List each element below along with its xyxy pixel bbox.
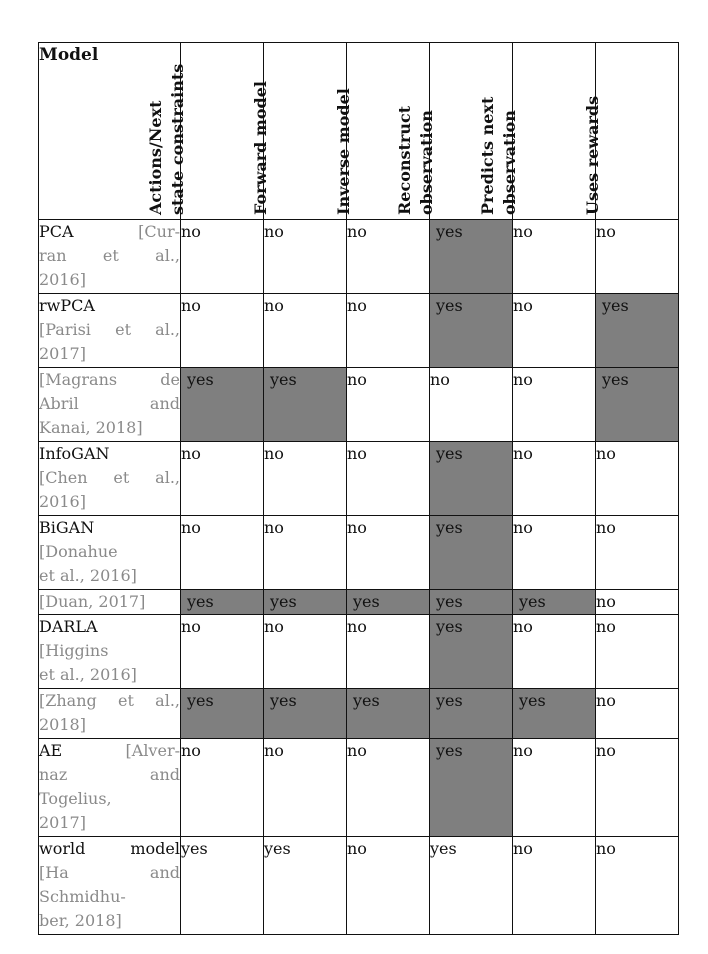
table-body	[39, 220, 679, 935]
value-text: no	[181, 741, 201, 760]
table-row	[39, 442, 679, 516]
value-cell	[596, 837, 679, 935]
value-text: no	[596, 518, 616, 537]
value-text: no	[181, 296, 201, 315]
value-cell	[264, 590, 347, 615]
value-cell	[264, 739, 347, 837]
model-line	[39, 540, 180, 564]
column-header-line: Inverse model	[334, 88, 353, 215]
column-header-line: state constraints	[168, 63, 187, 215]
citation-link[interactable]: 2017]	[39, 813, 86, 832]
value-text: yes	[602, 370, 629, 389]
citation-link[interactable]: [Parisi et al.,	[39, 320, 180, 339]
value-cell	[347, 615, 430, 689]
model-line	[39, 861, 180, 885]
value-cell	[596, 739, 679, 837]
model-line	[39, 837, 180, 861]
model-cell	[39, 368, 181, 442]
value-text: yes	[187, 691, 214, 710]
value-text: no	[596, 592, 616, 611]
value-text: yes	[436, 444, 463, 463]
value-cell	[513, 837, 596, 935]
column-header-line: Predicts next	[478, 96, 497, 215]
value-cell	[347, 739, 430, 837]
value-cell	[430, 689, 513, 739]
value-cell	[596, 220, 679, 294]
column-header	[583, 43, 679, 220]
value-text: no	[347, 741, 367, 760]
value-text: no	[596, 222, 616, 241]
table-row	[39, 220, 679, 294]
value-text: yes	[181, 839, 208, 858]
value-text: no	[513, 518, 533, 537]
value-cell	[430, 220, 513, 294]
model-cell	[39, 739, 181, 837]
column-header-line: observation	[500, 110, 519, 215]
model-line	[39, 244, 180, 268]
value-cell	[181, 615, 264, 689]
column-header-line: Forward model	[251, 81, 270, 215]
column-header-label	[477, 97, 521, 215]
model-line	[39, 318, 180, 342]
value-text: yes	[436, 518, 463, 537]
model-line	[39, 342, 180, 366]
citation-link[interactable]: [Magrans de	[39, 370, 180, 389]
column-header-label	[394, 106, 438, 215]
value-text: no	[347, 222, 367, 241]
value-cell	[596, 294, 679, 368]
value-text: yes	[436, 691, 463, 710]
value-cell	[264, 615, 347, 689]
value-cell	[596, 615, 679, 689]
citation-link[interactable]: [Cur-	[138, 222, 180, 241]
value-text: no	[347, 370, 367, 389]
model-name: DARLA	[39, 617, 98, 636]
value-cell	[513, 442, 596, 516]
value-cell	[513, 590, 596, 615]
model-line	[39, 368, 180, 392]
model-cell	[39, 220, 181, 294]
citation-link[interactable]: [Donahue	[39, 542, 118, 561]
column-header-line: Actions/Next	[146, 100, 165, 215]
model-line	[39, 516, 180, 540]
table-row	[39, 689, 679, 739]
citation-link[interactable]: Abril and	[39, 394, 180, 413]
value-cell	[181, 689, 264, 739]
value-text: no	[513, 617, 533, 636]
value-text: yes	[436, 222, 463, 241]
value-cell	[430, 442, 513, 516]
table-row	[39, 516, 679, 590]
value-cell	[596, 590, 679, 615]
value-cell	[347, 220, 430, 294]
column-header-label	[250, 81, 272, 215]
model-name: PCA	[39, 222, 139, 241]
value-cell	[596, 442, 679, 516]
citation-link[interactable]: 2016]	[39, 270, 86, 289]
value-text: yes	[353, 592, 380, 611]
value-cell	[181, 368, 264, 442]
citation-link[interactable]: ran et al.,	[39, 246, 180, 265]
value-cell	[513, 689, 596, 739]
value-cell	[181, 739, 264, 837]
column-header-line: observation	[417, 110, 436, 215]
value-text: yes	[519, 592, 546, 611]
model-name: BiGAN	[39, 518, 95, 537]
citation-link[interactable]: naz and	[39, 765, 180, 784]
citation-link[interactable]: [Duan, 2017]	[39, 592, 146, 611]
value-cell	[430, 837, 513, 935]
value-cell	[513, 516, 596, 590]
value-text: no	[181, 444, 201, 463]
value-text: no	[513, 741, 533, 760]
value-cell	[430, 615, 513, 689]
value-text: no	[264, 518, 284, 537]
value-text: no	[596, 691, 616, 710]
model-cell	[39, 442, 181, 516]
value-text: no	[181, 222, 201, 241]
value-cell	[264, 294, 347, 368]
table-row	[39, 837, 679, 935]
table-row	[39, 615, 679, 689]
value-text: no	[513, 296, 533, 315]
citation-link[interactable]: 2016]	[39, 492, 86, 511]
column-header-label	[333, 88, 355, 215]
column-header-line: Uses rewards	[583, 95, 602, 215]
model-line	[39, 739, 180, 763]
model-line	[39, 713, 180, 737]
value-text: no	[347, 296, 367, 315]
value-text: no	[596, 617, 616, 636]
value-cell	[596, 368, 679, 442]
model-line	[39, 442, 180, 466]
model-column-header: Model	[39, 43, 181, 220]
value-text: no	[513, 444, 533, 463]
value-cell	[181, 516, 264, 590]
citation-link[interactable]: [Chen et al.,	[39, 468, 180, 487]
value-text: yes	[270, 370, 297, 389]
value-cell	[347, 516, 430, 590]
model-line	[39, 564, 180, 588]
value-cell	[264, 220, 347, 294]
model-line	[39, 663, 180, 687]
model-line	[39, 220, 180, 244]
value-text: yes	[436, 617, 463, 636]
model-line	[39, 294, 180, 318]
value-cell	[181, 442, 264, 516]
citation-link[interactable]: et al., 2016]	[39, 665, 137, 684]
citation-link[interactable]: Kanai, 2018]	[39, 418, 143, 437]
value-cell	[430, 590, 513, 615]
citation-link[interactable]: ber, 2018]	[39, 911, 122, 930]
value-cell	[181, 590, 264, 615]
value-cell	[430, 368, 513, 442]
model-line	[39, 416, 180, 440]
value-cell	[430, 739, 513, 837]
value-text: no	[430, 370, 450, 389]
value-cell	[347, 689, 430, 739]
model-line	[39, 466, 180, 490]
model-line	[39, 590, 180, 614]
value-text: no	[264, 444, 284, 463]
value-text: yes	[187, 592, 214, 611]
value-text: yes	[430, 839, 457, 858]
model-line	[39, 885, 180, 909]
value-text: yes	[519, 691, 546, 710]
value-text: no	[264, 741, 284, 760]
value-text: yes	[436, 592, 463, 611]
model-name: AE	[39, 741, 126, 760]
value-text: no	[596, 444, 616, 463]
model-line	[39, 490, 180, 514]
citation-link[interactable]: [Higgins	[39, 641, 109, 660]
value-cell	[430, 516, 513, 590]
model-name: InfoGAN	[39, 444, 110, 463]
value-text: yes	[187, 370, 214, 389]
value-text: no	[513, 370, 533, 389]
model-line	[39, 689, 180, 713]
column-header-label	[582, 96, 604, 215]
value-text: no	[513, 222, 533, 241]
value-cell	[347, 837, 430, 935]
citation-link[interactable]: [Alver-	[125, 741, 180, 760]
model-line	[39, 787, 180, 811]
value-text: no	[347, 444, 367, 463]
value-text: yes	[264, 839, 291, 858]
value-cell	[513, 615, 596, 689]
model-cell	[39, 516, 181, 590]
value-text: no	[596, 839, 616, 858]
model-line	[39, 909, 180, 933]
table-row	[39, 739, 679, 837]
model-name: world model	[39, 839, 180, 858]
value-text: no	[596, 741, 616, 760]
value-text: no	[181, 617, 201, 636]
column-header-label	[145, 64, 189, 215]
model-cell	[39, 294, 181, 368]
value-text: no	[513, 839, 533, 858]
value-cell	[181, 220, 264, 294]
value-cell	[347, 590, 430, 615]
value-cell	[513, 294, 596, 368]
value-cell	[347, 368, 430, 442]
citation-link[interactable]: Togelius,	[39, 789, 112, 808]
citation-link[interactable]: et al., 2016]	[39, 566, 137, 585]
value-cell	[264, 368, 347, 442]
value-cell	[264, 516, 347, 590]
value-text: no	[347, 839, 367, 858]
value-cell	[596, 689, 679, 739]
model-cell	[39, 689, 181, 739]
value-cell	[513, 739, 596, 837]
value-text: yes	[353, 691, 380, 710]
value-cell	[513, 220, 596, 294]
value-cell	[347, 294, 430, 368]
citation-link[interactable]: [Zhang et al.,	[39, 691, 180, 710]
header-row	[39, 43, 679, 220]
model-cell	[39, 615, 181, 689]
value-cell	[596, 516, 679, 590]
value-cell	[264, 837, 347, 935]
value-text: yes	[436, 296, 463, 315]
citation-link[interactable]: [Ha and	[39, 863, 180, 882]
table-row	[39, 294, 679, 368]
value-cell	[181, 294, 264, 368]
citation-link[interactable]: 2017]	[39, 344, 86, 363]
value-cell	[181, 837, 264, 935]
value-text: no	[264, 617, 284, 636]
model-cell	[39, 590, 181, 615]
value-text: yes	[602, 296, 629, 315]
model-line	[39, 392, 180, 416]
model-cell	[39, 837, 181, 935]
model-line	[39, 811, 180, 835]
value-text: yes	[436, 741, 463, 760]
model-line	[39, 268, 180, 292]
value-cell	[264, 442, 347, 516]
citation-link[interactable]: 2018]	[39, 715, 86, 734]
model-name: rwPCA	[39, 296, 95, 315]
value-text: no	[181, 518, 201, 537]
model-line	[39, 763, 180, 787]
comparison-table	[38, 42, 679, 935]
table-row	[39, 368, 679, 442]
model-line	[39, 639, 180, 663]
citation-link[interactable]: Schmidhu-	[39, 887, 126, 906]
value-text: yes	[270, 691, 297, 710]
value-text: no	[264, 222, 284, 241]
value-cell	[347, 442, 430, 516]
value-text: no	[347, 518, 367, 537]
table-row	[39, 590, 679, 615]
value-text: no	[347, 617, 367, 636]
value-cell	[430, 294, 513, 368]
column-header-line: Reconstruct	[395, 105, 414, 215]
model-line	[39, 615, 180, 639]
value-cell	[513, 368, 596, 442]
value-text: yes	[270, 592, 297, 611]
value-text: no	[264, 296, 284, 315]
value-cell	[264, 689, 347, 739]
